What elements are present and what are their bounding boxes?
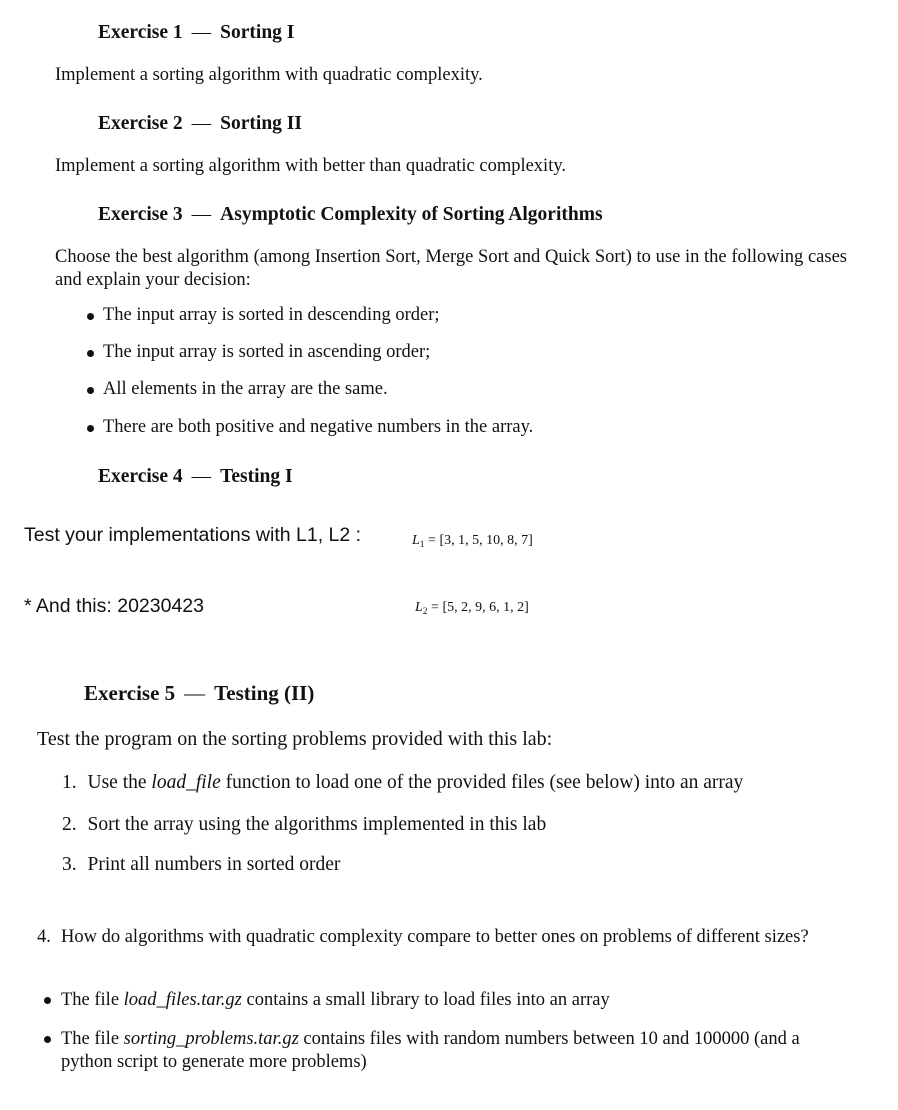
bullet-icon xyxy=(87,313,94,320)
heading-dash: — xyxy=(191,204,212,225)
exercise-4-label: Exercise 4 xyxy=(98,466,183,487)
exercise-1-label: Exercise 1 xyxy=(98,22,183,43)
file-note-post: contains files with random numbers between 10 and 100000 (and a python script to generate more problems) xyxy=(61,1029,800,1072)
step-3 xyxy=(62,854,340,876)
list-l1 xyxy=(412,533,533,550)
file-name: sorting_problems.tar.gz xyxy=(123,1029,299,1049)
bullet-icon xyxy=(87,387,94,394)
exercise-4-title: Testing I xyxy=(220,466,293,487)
bullet-icon xyxy=(87,425,94,432)
exercise-3-text: Choose the best algorithm (among Insertion Sort, Merge Sort and Quick Sort) to use in the following cases and explain your decision: xyxy=(55,247,847,290)
exercise-3-heading xyxy=(98,204,603,226)
handwritten-note-date: * And this: 20230423 xyxy=(24,595,204,617)
file-note-2 xyxy=(61,1028,836,1074)
exercise-4-heading xyxy=(98,466,293,488)
file-note-pre: The file xyxy=(61,1029,124,1049)
load-file-function: load_file xyxy=(151,772,221,793)
exercise-1-heading xyxy=(98,22,294,44)
heading-dash: — xyxy=(191,466,212,487)
step-text-post: function to load one of the provided files (see below) into an array xyxy=(220,772,744,793)
exercise-2-label: Exercise 2 xyxy=(98,113,183,134)
exercise-2-title: Sorting II xyxy=(220,113,302,134)
exercise-5-title: Testing (II) xyxy=(214,681,315,705)
l1-value: = [3, 1, 5, 10, 8, 7] xyxy=(424,533,533,548)
bullet-icon xyxy=(87,350,94,357)
step-number: 1. xyxy=(62,772,77,793)
file-note-post: contains a small library to load files into an array xyxy=(241,990,610,1010)
exercise-5-label: Exercise 5 xyxy=(84,681,176,705)
exercise-3-item: There are both positive and negative numbers in the array. xyxy=(103,417,534,437)
bullet-icon xyxy=(44,1036,51,1043)
step-1 xyxy=(62,772,743,794)
exercise-2-heading xyxy=(98,113,302,135)
exercise-3-item: The input array is sorted in ascending order; xyxy=(103,342,431,362)
exercise-3-title: Asymptotic Complexity of Sorting Algorithms xyxy=(220,204,603,225)
file-name: load_files.tar.gz xyxy=(123,990,242,1010)
exercise-3-item: All elements in the array are the same. xyxy=(103,379,388,399)
exercise-3-label: Exercise 3 xyxy=(98,204,183,225)
question-4 xyxy=(37,926,847,949)
step-text-pre: Use the xyxy=(87,772,152,793)
question-text: How do algorithms with quadratic complexity compare to better ones on problems of different sizes? xyxy=(61,927,809,947)
step-text: Sort the array using the algorithms implemented in this lab xyxy=(87,814,547,835)
exercise-1-title: Sorting I xyxy=(220,22,295,43)
bullet-icon xyxy=(44,997,51,1004)
l2-symbol: L xyxy=(415,600,423,615)
l1-subscript: 1 xyxy=(419,540,425,550)
heading-dash: — xyxy=(184,681,206,705)
l1-symbol: L xyxy=(412,533,420,548)
file-note-1 xyxy=(61,989,851,1012)
step-2 xyxy=(62,814,546,836)
l2-value: = [5, 2, 9, 6, 1, 2] xyxy=(427,600,529,615)
file-note-pre: The file xyxy=(61,990,124,1010)
heading-dash: — xyxy=(191,22,212,43)
exercise-5-heading xyxy=(84,681,314,706)
l2-subscript: 2 xyxy=(422,607,428,617)
handwritten-note-test: Test your implementations with L1, L2 : xyxy=(24,524,362,546)
step-number: 3. xyxy=(62,854,77,875)
list-l2 xyxy=(415,600,529,617)
exercise-5-text: Test the program on the sorting problems provided with this lab: xyxy=(37,728,553,750)
exercise-1-text: Implement a sorting algorithm with quadratic complexity. xyxy=(55,65,483,85)
step-text: Print all numbers in sorted order xyxy=(87,854,341,875)
step-number: 2. xyxy=(62,814,77,835)
heading-dash: — xyxy=(191,113,212,134)
question-number: 4. xyxy=(37,927,51,947)
exercise-2-text: Implement a sorting algorithm with better than quadratic complexity. xyxy=(55,156,567,176)
exercise-3-item: The input array is sorted in descending order; xyxy=(103,305,440,325)
